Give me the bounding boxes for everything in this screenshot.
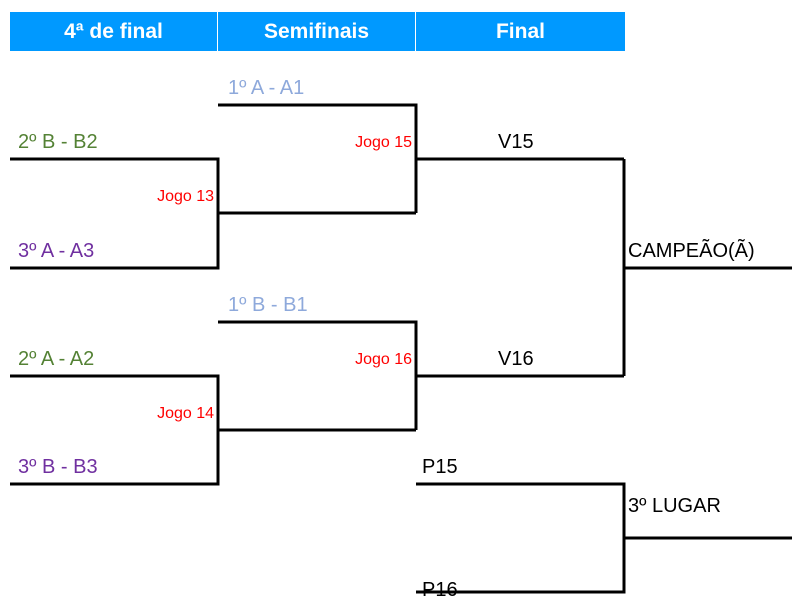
game-14-label: Jogo 14 xyxy=(157,405,214,422)
team-a2: 2º A - A2 xyxy=(18,348,95,370)
final-v16: V16 xyxy=(498,348,534,370)
header-quarterfinal: 4ª de final xyxy=(10,12,218,51)
team-b2: 2º B - B2 xyxy=(18,131,98,153)
third-place-label: 3º LUGAR xyxy=(628,495,721,517)
header-semifinal: Semifinais xyxy=(218,12,416,51)
final-p15: P15 xyxy=(422,456,458,478)
final-v15: V15 xyxy=(498,131,534,153)
team-a1: 1º A - A1 xyxy=(228,77,305,99)
team-b1: 1º B - B1 xyxy=(228,294,308,316)
line-third-place xyxy=(416,484,624,592)
final-p16: P16 xyxy=(422,579,458,601)
game-13-label: Jogo 13 xyxy=(157,188,214,205)
champion-label: CAMPEÃO(Ã) xyxy=(628,240,755,262)
team-a3: 3º A - A3 xyxy=(18,240,95,262)
line-jogo15 xyxy=(218,105,416,213)
line-jogo16 xyxy=(218,322,416,430)
team-b3: 3º B - B3 xyxy=(18,456,98,478)
game-16-label: Jogo 16 xyxy=(355,351,412,368)
header-final: Final xyxy=(416,12,625,51)
game-15-label: Jogo 15 xyxy=(355,134,412,151)
